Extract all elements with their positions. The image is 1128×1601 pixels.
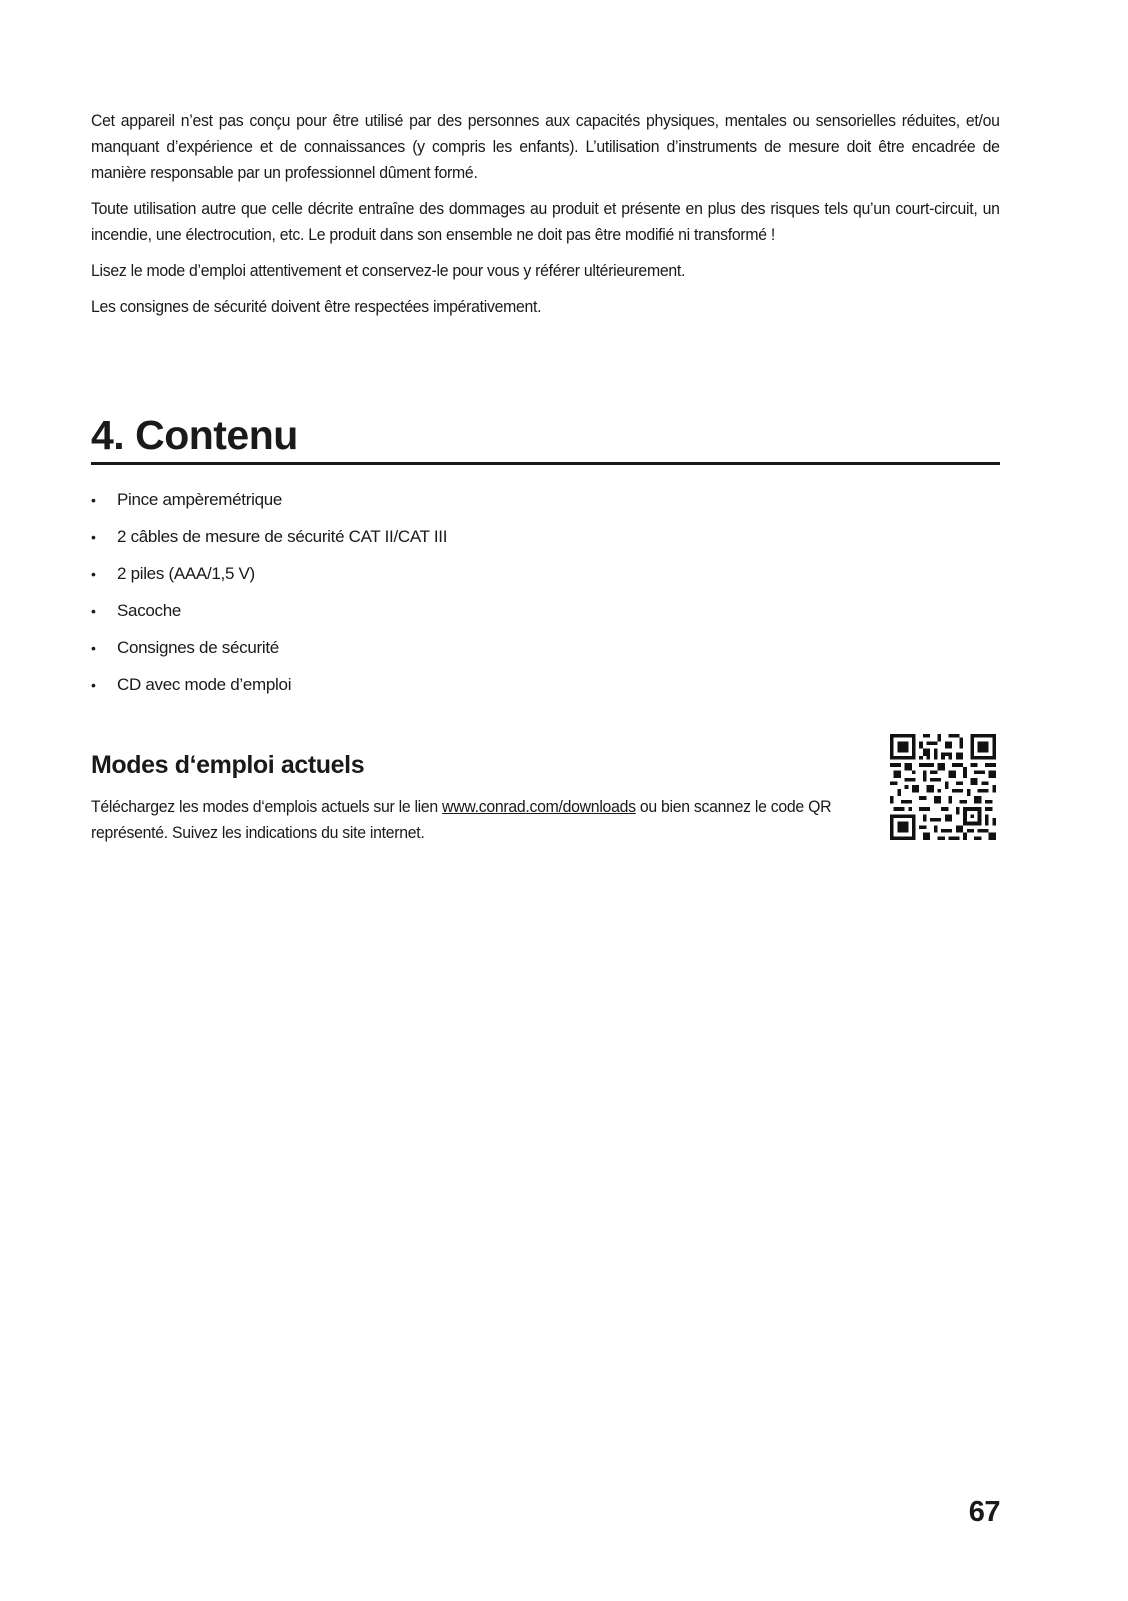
bullet-icon: • xyxy=(91,529,96,545)
list-item-label: 2 piles (AAA/1,5 V) xyxy=(117,564,255,583)
bullet-icon: • xyxy=(91,640,96,656)
list-item xyxy=(91,560,447,597)
list-item xyxy=(91,597,447,634)
modes-text-before: Téléchargez les modes d‘emplois actuels sur le lien xyxy=(91,797,443,816)
intro-paragraph-3: Lisez le mode d’emploi attentivement et conservez-le pour vous y référer ultérieurement. xyxy=(91,261,686,280)
list-item-label: 2 câbles de mesure de sécurité CAT II/CAT III xyxy=(117,527,448,546)
bullet-icon: • xyxy=(91,492,96,508)
qr-code-icon xyxy=(890,734,996,840)
list-item xyxy=(91,523,447,560)
bullet-icon: • xyxy=(91,677,96,693)
bullet-icon: • xyxy=(91,603,96,619)
intro-paragraph-2: Toute utilisation autre que celle décrite entraîne des dommages au produit et présente en plus des risques tels qu’un court-circuit, un incendie, une électrocution, etc. Le produit dans son ensemble ne doit pas être modifié ni transformé ! xyxy=(91,199,1000,244)
list-item-label: Pince ampèremétrique xyxy=(117,490,283,509)
modes-text-after: ou bien scannez le code QR représenté. Suivez les indications du site internet. xyxy=(91,797,832,842)
page-number: 67 xyxy=(968,1496,1000,1528)
section-divider xyxy=(91,462,1000,465)
modes-description xyxy=(91,794,835,846)
list-item xyxy=(91,671,447,708)
list-item-label: Consignes de sécurité xyxy=(117,638,279,657)
list-item xyxy=(91,634,447,671)
intro-block xyxy=(91,108,1000,330)
list-item-label: CD avec mode d’emploi xyxy=(117,675,292,694)
modes-title: Modes d‘emploi actuels xyxy=(91,751,365,779)
downloads-link[interactable]: www.conrad.com/downloads xyxy=(442,797,636,816)
intro-paragraph-1: Cet appareil n’est pas conçu pour être utilisé par des personnes aux capacités physiques, mentales ou sensorielles réduites, et/ou manquant d’expérience et de connaissances (y compris les enfants). L’utilisation d’instruments de mesure doit être encadrée de manière responsable par un professionnel dûment formé. xyxy=(91,111,1000,182)
intro-paragraph-4: Les consignes de sécurité doivent être respectées impérativement. xyxy=(91,297,542,316)
bullet-icon: • xyxy=(91,566,96,582)
section-title: 4. Contenu xyxy=(91,412,298,458)
contents-list xyxy=(91,486,447,708)
list-item xyxy=(91,486,447,523)
list-item-label: Sacoche xyxy=(117,601,182,620)
